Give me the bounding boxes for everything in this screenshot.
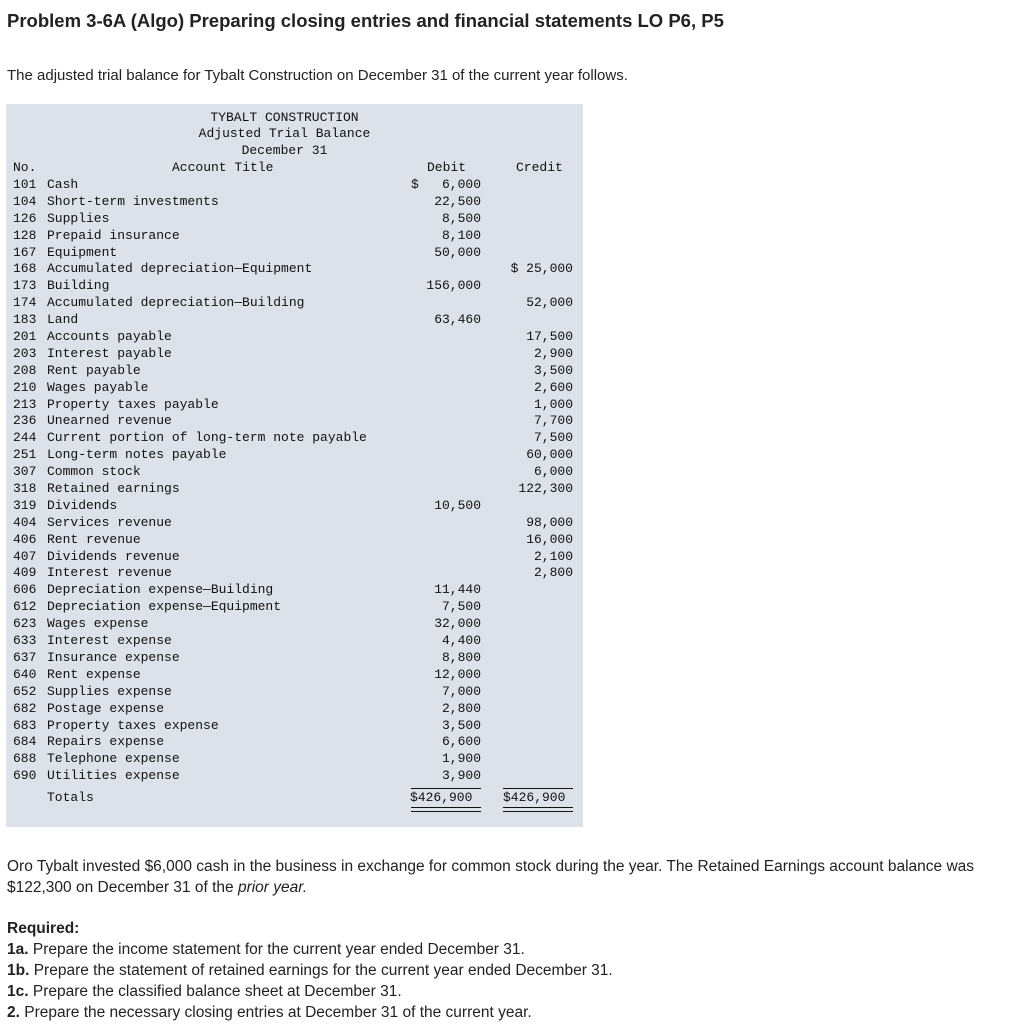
totals-label: Totals (47, 790, 94, 805)
tb-date: December 31 (241, 143, 328, 158)
tb-row (6, 295, 583, 312)
tb-row (6, 633, 583, 650)
tb-row (6, 464, 583, 481)
tb-row (6, 346, 583, 363)
account-title: Common stock (47, 464, 141, 480)
account-number: 406 (13, 531, 37, 547)
debit-amount: 50,000 (434, 244, 481, 260)
required-item-text: Prepare the necessary closing entries at December 31 of the current year. (19, 1004, 532, 1021)
tb-row (6, 177, 583, 194)
account-title: Postage expense (47, 700, 165, 716)
account-title: Utilities expense (47, 768, 180, 784)
tb-rows (6, 177, 583, 785)
debit-double-rule (411, 807, 481, 812)
account-number: 307 (13, 464, 37, 480)
required-item-tag: 1c. (7, 983, 29, 1000)
tb-row (6, 616, 583, 633)
col-credit-header: Credit (516, 160, 563, 175)
account-number: 104 (13, 193, 37, 209)
debit-amount: 8,800 (441, 649, 481, 665)
tb-row (6, 549, 583, 566)
credit-amount: $ 25,000 (510, 261, 573, 277)
debit-amount: 7,000 (441, 683, 481, 699)
tb-row (6, 701, 583, 718)
account-title: Long-term notes payable (47, 447, 227, 463)
credit-amount: 3,500 (533, 362, 573, 378)
account-title: Accounts payable (47, 329, 172, 345)
account-number: 652 (13, 683, 37, 699)
col-debit-header: Debit (427, 160, 467, 175)
credit-amount: 52,000 (526, 295, 573, 311)
debit-amount: 4,400 (441, 633, 481, 649)
tb-row (6, 532, 583, 549)
col-no-header: No. (13, 160, 37, 175)
account-title: Prepaid insurance (47, 227, 180, 243)
account-title: Short-term investments (47, 193, 219, 209)
account-title: Supplies expense (47, 683, 172, 699)
debit-amount: 7,500 (441, 599, 481, 615)
debit-amount: 3,500 (441, 717, 481, 733)
tb-row (6, 751, 583, 768)
required-heading: Required: (7, 920, 80, 937)
credit-amount: 122,300 (518, 481, 573, 497)
required-item (7, 960, 1007, 981)
account-number: 318 (13, 481, 37, 497)
account-number: 128 (13, 227, 37, 243)
credit-double-rule (503, 807, 573, 812)
account-number: 682 (13, 700, 37, 716)
account-title: Retained earnings (47, 481, 180, 497)
debit-amount: 11,440 (434, 582, 481, 598)
account-number: 623 (13, 616, 37, 632)
account-title: Rent expense (47, 666, 141, 682)
account-title: Property taxes expense (47, 717, 219, 733)
tb-row (6, 599, 583, 616)
credit-amount: 1,000 (533, 396, 573, 412)
debit-amount: 6,600 (441, 734, 481, 750)
account-title: Building (47, 278, 110, 294)
debit-amount: 63,460 (434, 312, 481, 328)
tb-row (6, 734, 583, 751)
problem-title: Problem 3-6A (Algo) Preparing closing entries and financial statements LO P6, P5 (7, 10, 724, 31)
debit-amount: 8,500 (441, 210, 481, 226)
total-credit: $426,900 (503, 790, 566, 805)
account-number: 251 (13, 447, 37, 463)
currency-symbol: $ (411, 177, 419, 192)
account-number: 404 (13, 514, 37, 530)
account-title: Dividends (47, 497, 118, 513)
account-title: Equipment (47, 244, 118, 260)
account-title: Land (47, 312, 79, 328)
required-item (7, 981, 1007, 1002)
debit-amount: 3,900 (441, 768, 481, 784)
account-number: 167 (13, 244, 37, 260)
paragraph-text: Oro Tybalt invested $6,000 cash in the business in exchange for common stock during the year. The Retained Earnings account balance was $122,300 on December 31 of the (7, 858, 975, 896)
account-number: 690 (13, 768, 37, 784)
required-item-text: Prepare the classified balance sheet at December 31. (28, 983, 402, 1000)
debit-amount: 32,000 (434, 616, 481, 632)
intro-text: The adjusted trial balance for Tybalt Construction on December 31 of the current year follows. (7, 67, 628, 84)
account-title: Current portion of long-term note payable (47, 430, 367, 446)
credit-amount: 16,000 (526, 531, 573, 547)
debit-amount: 6,000 (441, 177, 481, 192)
account-number: 612 (13, 599, 37, 615)
account-number: 183 (13, 312, 37, 328)
tb-totals-row (6, 790, 583, 806)
debit-amount: 2,800 (441, 700, 481, 716)
account-title: Interest revenue (47, 565, 172, 581)
tb-row (6, 718, 583, 735)
account-number: 168 (13, 261, 37, 277)
paragraph-emphasis: prior year. (237, 879, 308, 896)
credit-amount: 2,800 (533, 565, 573, 581)
tb-row (6, 565, 583, 582)
debit-amount: 10,500 (434, 497, 481, 513)
debit-amount: 12,000 (434, 666, 481, 682)
tb-row (6, 515, 583, 532)
account-number: 236 (13, 413, 37, 429)
tb-company-name: TYBALT CONSTRUCTION (210, 110, 359, 125)
account-title: Interest expense (47, 633, 172, 649)
credit-amount: 7,700 (533, 413, 573, 429)
tb-row (6, 498, 583, 515)
tb-row (6, 278, 583, 295)
account-number: 203 (13, 345, 37, 361)
account-number: 640 (13, 666, 37, 682)
account-title: Depreciation expense—Equipment (47, 599, 282, 615)
tb-row (6, 667, 583, 684)
account-title: Insurance expense (47, 649, 180, 665)
tb-row (6, 768, 583, 785)
account-number: 213 (13, 396, 37, 412)
debit-amount: 1,900 (441, 751, 481, 767)
tb-row (6, 397, 583, 414)
account-number: 407 (13, 548, 37, 564)
tb-row (6, 194, 583, 211)
credit-sum-rule (503, 788, 573, 789)
account-title: Unearned revenue (47, 413, 172, 429)
account-title: Wages payable (47, 379, 149, 395)
account-title: Telephone expense (47, 751, 180, 767)
account-number: 210 (13, 379, 37, 395)
debit-amount: 8,100 (441, 227, 481, 243)
credit-amount: 7,500 (533, 430, 573, 446)
credit-amount: 17,500 (526, 329, 573, 345)
debit-sum-rule (411, 788, 481, 789)
required-item (7, 939, 1007, 960)
account-title: Rent revenue (47, 531, 141, 547)
tb-row (6, 261, 583, 278)
required-section (7, 918, 1007, 1023)
account-number: 409 (13, 565, 37, 581)
tb-row (6, 312, 583, 329)
required-item-text: Prepare the income statement for the current year ended December 31. (28, 941, 525, 958)
tb-row (6, 684, 583, 701)
tb-row (6, 380, 583, 397)
account-title: Dividends revenue (47, 548, 180, 564)
account-number: 201 (13, 329, 37, 345)
tb-row (6, 582, 583, 599)
account-number: 244 (13, 430, 37, 446)
credit-amount: 98,000 (526, 514, 573, 530)
tb-row (6, 245, 583, 262)
account-title: Repairs expense (47, 734, 165, 750)
tb-row (6, 363, 583, 380)
tb-row (6, 481, 583, 498)
account-title: Accumulated depreciation—Building (47, 295, 305, 311)
required-item-tag: 1a. (7, 941, 29, 958)
credit-amount: 2,900 (533, 345, 573, 361)
adjusted-trial-balance (6, 104, 583, 827)
account-title: Property taxes payable (47, 396, 219, 412)
account-title: Accumulated depreciation—Equipment (47, 261, 313, 277)
required-item (7, 1002, 1007, 1023)
tb-row (6, 413, 583, 430)
debit-amount: 156,000 (426, 278, 481, 294)
account-number: 633 (13, 633, 37, 649)
credit-amount: 60,000 (526, 447, 573, 463)
account-number: 684 (13, 734, 37, 750)
account-number: 683 (13, 717, 37, 733)
account-number: 174 (13, 295, 37, 311)
account-title: Wages expense (47, 616, 149, 632)
account-number: 101 (13, 177, 37, 192)
tb-report-name: Adjusted Trial Balance (198, 126, 371, 141)
account-title: Services revenue (47, 514, 172, 530)
required-item-tag: 1b. (7, 962, 30, 979)
total-debit: $426,900 (410, 790, 473, 805)
account-number: 637 (13, 649, 37, 665)
credit-amount: 2,100 (533, 548, 573, 564)
account-title: Rent payable (47, 362, 141, 378)
tb-column-header (6, 160, 583, 176)
debit-amount: 22,500 (434, 193, 481, 209)
account-title: Cash (47, 177, 79, 192)
account-number: 208 (13, 362, 37, 378)
tb-row (6, 650, 583, 667)
investment-paragraph (7, 856, 1017, 898)
credit-amount: 6,000 (533, 464, 573, 480)
required-item-tag: 2. (7, 1004, 20, 1021)
account-number: 688 (13, 751, 37, 767)
account-number: 173 (13, 278, 37, 294)
tb-row (6, 430, 583, 447)
tb-row (6, 228, 583, 245)
account-title: Depreciation expense—Building (47, 582, 274, 598)
account-title: Interest payable (47, 345, 172, 361)
credit-amount: 2,600 (533, 379, 573, 395)
required-item-text: Prepare the statement of retained earnings for the current year ended December 31. (29, 962, 613, 979)
account-number: 606 (13, 582, 37, 598)
tb-row (6, 447, 583, 464)
account-number: 319 (13, 497, 37, 513)
tb-row (6, 211, 583, 228)
account-title: Supplies (47, 210, 110, 226)
tb-row (6, 329, 583, 346)
col-title-header: Account Title (172, 160, 274, 175)
account-number: 126 (13, 210, 37, 226)
